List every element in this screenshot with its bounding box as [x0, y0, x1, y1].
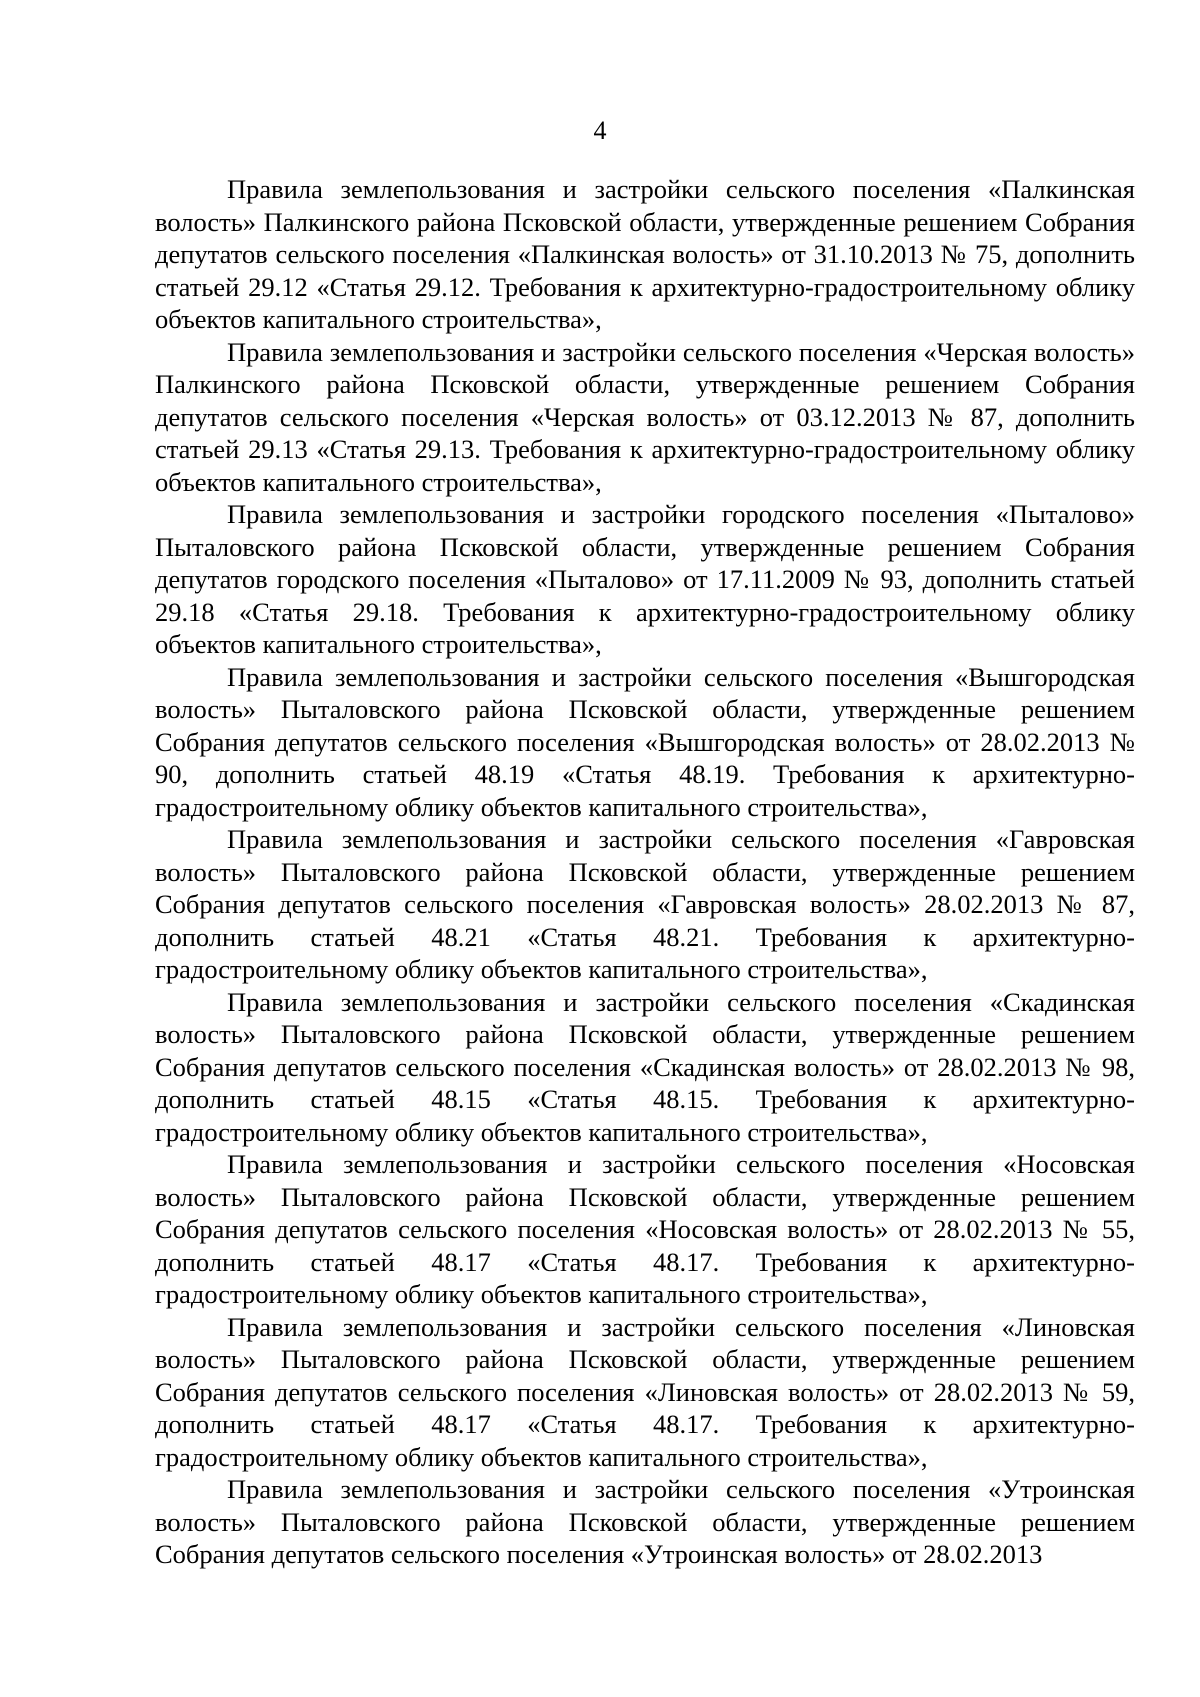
page-number: 4	[593, 116, 607, 145]
paragraph-cherskaya: Правила землепользования и застройки сельского поселения «Черская волость» Палкинского района Псковской области, утвержденные решением Собрания депутатов сельского поселения «Черская волость» от 03.12.2013 № 87, дополнить статьей 29.13 «Статья 29.13. Требования к архитектурно-градостроительному облику объектов капитального строительства»,	[155, 336, 1135, 497]
paragraph-skadinskaya: Правила землепользования и застройки сельского поселения «Скадинская волость» Пыталовского района Псковской области, утвержденные решением Собрания депутатов сельского поселения «Скадинская волость» от 28.02.2013 № 98, дополнить статьей 48.15 «Статья 48.15. Требования к архитектурно-градостроительному облику объектов капитального строительства»,	[155, 986, 1135, 1147]
paragraph-linovskaya: Правила землепользования и застройки сельского поселения «Линовская волость» Пыталовского района Псковской области, утвержденные решением Собрания депутатов сельского поселения «Линовская волость» от 28.02.2013 № 59, дополнить статьей 48.17 «Статья 48.17. Требования к архитектурно-градостроительному облику объектов капитального строительства»,	[155, 1311, 1135, 1472]
paragraph-nosovskaya: Правила землепользования и застройки сельского поселения «Носовская волость» Пыталовского района Псковской области, утвержденные решением Собрания депутатов сельского поселения «Носовская волость» от 28.02.2013 № 55, дополнить статьей 48.17 «Статья 48.17. Требования к архитектурно-градостроительному облику объектов капитального строительства»,	[155, 1149, 1135, 1309]
document-body	[155, 173, 1135, 1571]
paragraph-gavrovskaya: Правила землепользования и застройки сельского поселения «Гавровская волость» Пыталовского района Псковской области, утвержденные решением Собрания депутатов сельского поселения «Гавровская волость» 28.02.2013 № 87, дополнить статьей 48.21 «Статья 48.21. Требования к архитектурно-градостроительному облику объектов капитального строительства»,	[155, 824, 1135, 984]
paragraph-pytalovo: Правила землепользования и застройки городского поселения «Пыталово» Пыталовского района Псковской области, утвержденные решением Собрания депутатов городского поселения «Пыталово» от 17.11.2009 № 93, дополнить статьей 29.18 «Статья 29.18. Требования к архитектурно-градостроительному облику объектов капитального строительства»,	[155, 499, 1135, 659]
paragraph-utroinskaya: Правила землепользования и застройки сельского поселения «Утроинская волость» Пыталовского района Псковской области, утвержденные решением Собрания депутатов сельского поселения «Утроинская волость» от 28.02.2013	[155, 1474, 1135, 1569]
paragraph-vyshgorodskaya: Правила землепользования и застройки сельского поселения «Вышгородская волость» Пыталовского района Псковской области, утвержденные решением Собрания депутатов сельского поселения «Вышгородская волость» от 28.02.2013 № 90, дополнить статьей 48.19 «Статья 48.19. Требования к архитектурно-градостроительному облику объектов капитального строительства»,	[155, 661, 1135, 822]
paragraph-palkinskaya: Правила землепользования и застройки сельского поселения «Палкинская волость» Палкинского района Псковской области, утвержденные решением Собрания депутатов сельского поселения «Палкинская волость» от 31.10.2013 № 75, дополнить статьей 29.12 «Статья 29.12. Требования к архитектурно-градостроительному облику объектов капитального строительства»,	[155, 174, 1135, 334]
